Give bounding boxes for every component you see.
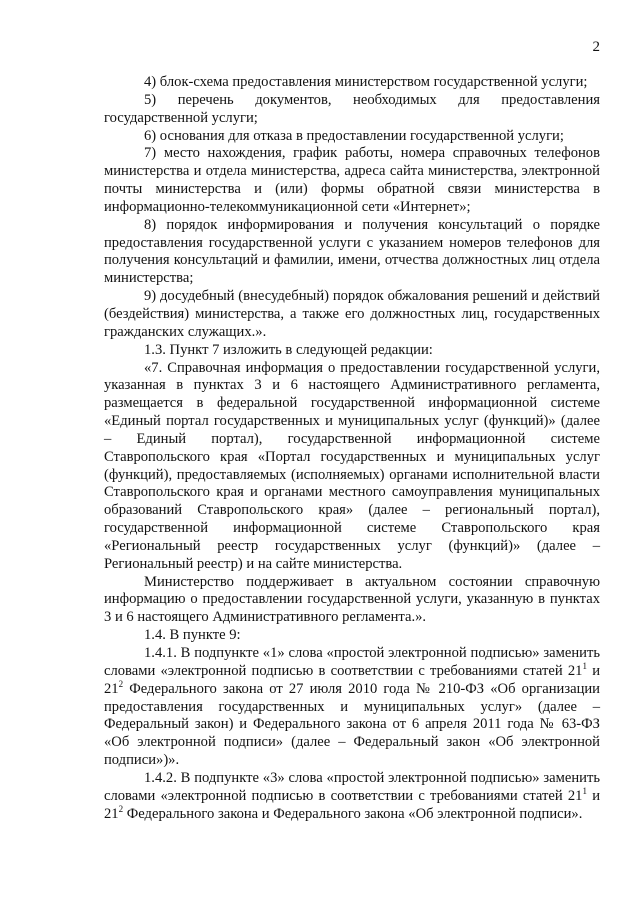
text-segment: 1.3. Пункт 7 изложить в следующей редакции:	[144, 341, 433, 358]
text-segment: 9) досудебный (внесудебный) порядок обжалования решений и действий (бездействия) министерства, а также его должностных лиц, государственных гражданских служащих.».	[104, 288, 600, 340]
text-segment: 6) основания для отказа в предоставлении государственной услуги;	[144, 127, 564, 144]
text-segment: 8) порядок информирования и получения консультаций о порядке предоставления государственной услуги с указанием номеров телефонов для получения консультаций и фамилии, имени, отчества должностных лиц отдела министерства;	[104, 216, 600, 287]
paragraph-p4	[104, 145, 600, 216]
text-segment: и 21	[104, 787, 600, 822]
text-segment: 1.4.2. В подпункте «3» слова «простой электронной подписью» заменить словами «электронной подписью в соответствии с требованиями статей 21	[104, 769, 600, 804]
text-segment: 1.4. В пункте 9:	[144, 627, 241, 644]
text-segment: Федерального закона и Федерального закона «Об электронной подписи».	[123, 805, 583, 822]
text-segment: 4) блок-схема предоставления министерством государственной услуги;	[144, 74, 588, 90]
paragraph-p5	[104, 217, 600, 288]
paragraph-p7	[104, 342, 600, 360]
paragraph-p12	[104, 770, 600, 824]
paragraph-p2	[104, 92, 600, 128]
superscript: 1	[582, 660, 587, 671]
text-segment: и 21	[104, 662, 600, 697]
paragraph-p6	[104, 288, 600, 342]
paragraph-p1	[104, 74, 600, 92]
document-body	[104, 74, 600, 823]
superscript: 1	[582, 785, 587, 796]
text-segment: Министерство поддерживает в актуальном состоянии справочную информацию о предоставлении государственной услуги, указанную в пунктах 3 и 6 настоящего Административного регламента.».	[104, 573, 600, 626]
paragraph-p3	[104, 128, 600, 146]
paragraph-p9	[104, 574, 600, 628]
text-segment: «7. Справочная информация о предоставлении государственной услуги, указанная в пунктах 3 и 6 настоящего Административного регламента, размещается в федеральной государственной информационной системе «Единый портал государственных и муниципальных услуг (функций)» (далее – Единый портал), государственной информационной системе Ставропольского края «Портал государственных и муниципальных услуг (функций), предоставляемых (исполняемых) органами исполнительной власти Ставропольского края и органами местного самоуправления муниципальных образований Ставропольского края» (далее – региональный портал), государственной информационной системе Ставропольского края «Региональный реестр государственных услуг (функций)» (далее – Региональный реестр) и на сайте министерства.	[104, 359, 600, 572]
superscript: 2	[118, 678, 124, 689]
paragraph-p10	[104, 627, 600, 645]
text-segment: 7) место нахождения, график работы, номера справочных телефонов министерства и отдела министерства, адреса сайта министерства, электронной почты министерства и (или) формы обратной связи министерства в информационно-телекоммуникационной сети «Интернет»;	[104, 145, 600, 215]
text-segment: 1.4.1. В подпункте «1» слова «простой электронной подписью» заменить словами «электронной подписью в соответствии с требованиями статей 21	[104, 645, 600, 679]
paragraph-p8	[104, 360, 600, 574]
page-number: 2	[592, 39, 600, 55]
paragraph-p11	[104, 645, 600, 770]
text-segment: Федерального закона от 27 июля 2010 года № 210-ФЗ «Об организации предоставления государственных и муниципальных услуг» (далее – Федеральный закон) и Федерального закона от 6 апреля 2011 года № 63-ФЗ «Об электронной подписи» (далее – Федеральный закон «Об электронной подписи»)».	[104, 680, 600, 769]
text-segment: 5) перечень документов, необходимых для предоставления государственной услуги;	[104, 91, 600, 126]
superscript: 2	[118, 803, 124, 814]
